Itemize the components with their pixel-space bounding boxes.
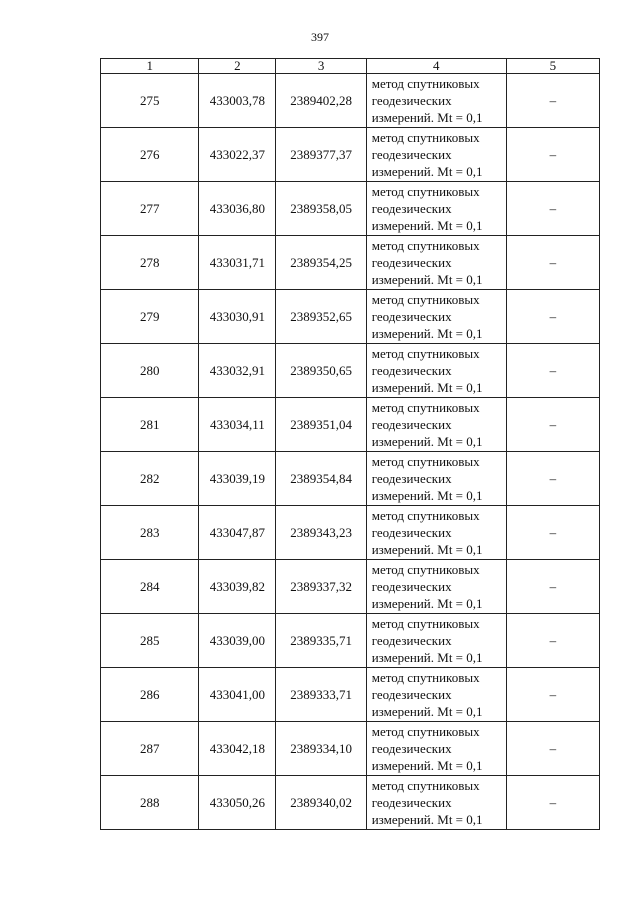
method-line-2: геодезических: [371, 633, 452, 648]
column-header-5: 5: [506, 59, 599, 74]
point-number-cell: 277: [101, 182, 199, 236]
method-line-2: геодезических: [371, 255, 452, 270]
x-coordinate-cell: 433042,18: [199, 722, 276, 776]
note-cell: –: [506, 560, 599, 614]
x-coordinate-cell: 433022,37: [199, 128, 276, 182]
method-line-1: метод спутниковых: [371, 616, 480, 631]
point-number-cell: 278: [101, 236, 199, 290]
point-number-cell: 280: [101, 344, 199, 398]
note-cell: –: [506, 128, 599, 182]
x-coordinate-cell: 433050,26: [199, 776, 276, 830]
y-coordinate-cell: 2389340,02: [276, 776, 366, 830]
point-number-cell: 284: [101, 560, 199, 614]
table-row: [101, 236, 600, 290]
x-coordinate-cell: 433039,00: [199, 614, 276, 668]
method-cell: [366, 614, 506, 668]
method-line-1: метод спутниковых: [371, 778, 480, 793]
table-header-row: [101, 59, 600, 74]
method-line-2: геодезических: [371, 201, 452, 216]
y-coordinate-cell: 2389354,84: [276, 452, 366, 506]
point-number-cell: 288: [101, 776, 199, 830]
method-line-1: метод спутниковых: [371, 76, 480, 91]
table-row: [101, 182, 600, 236]
method-line-2: геодезических: [371, 795, 452, 810]
method-line-3: измерений. Mt = 0,1: [371, 110, 483, 125]
x-coordinate-cell: 433039,19: [199, 452, 276, 506]
method-line-1: метод спутниковых: [371, 292, 480, 307]
point-number-cell: 279: [101, 290, 199, 344]
method-line-1: метод спутниковых: [371, 184, 480, 199]
note-cell: –: [506, 722, 599, 776]
y-coordinate-cell: 2389333,71: [276, 668, 366, 722]
y-coordinate-cell: 2389402,28: [276, 74, 366, 128]
method-line-3: измерений. Mt = 0,1: [371, 380, 483, 395]
method-line-3: измерений. Mt = 0,1: [371, 218, 483, 233]
method-line-2: геодезических: [371, 579, 452, 594]
table-row: [101, 452, 600, 506]
point-number-cell: 285: [101, 614, 199, 668]
table-row: [101, 506, 600, 560]
table-row: [101, 776, 600, 830]
method-cell: [366, 182, 506, 236]
method-cell: [366, 776, 506, 830]
note-cell: –: [506, 74, 599, 128]
note-cell: –: [506, 668, 599, 722]
method-line-2: геодезических: [371, 471, 452, 486]
method-cell: [366, 74, 506, 128]
method-line-3: измерений. Mt = 0,1: [371, 434, 483, 449]
y-coordinate-cell: 2389337,32: [276, 560, 366, 614]
method-line-1: метод спутниковых: [371, 400, 480, 415]
method-line-3: измерений. Mt = 0,1: [371, 704, 483, 719]
table-row: [101, 722, 600, 776]
column-header-1: 1: [101, 59, 199, 74]
note-cell: –: [506, 182, 599, 236]
x-coordinate-cell: 433030,91: [199, 290, 276, 344]
note-cell: –: [506, 236, 599, 290]
method-line-1: метод спутниковых: [371, 724, 480, 739]
y-coordinate-cell: 2389351,04: [276, 398, 366, 452]
method-cell: [366, 128, 506, 182]
table-row: [101, 560, 600, 614]
page-number: 397: [311, 30, 329, 44]
y-coordinate-cell: 2389350,65: [276, 344, 366, 398]
method-cell: [366, 722, 506, 776]
method-line-3: измерений. Mt = 0,1: [371, 812, 483, 827]
table-row: [101, 398, 600, 452]
column-header-2: 2: [199, 59, 276, 74]
y-coordinate-cell: 2389352,65: [276, 290, 366, 344]
y-coordinate-cell: 2389354,25: [276, 236, 366, 290]
table-row: [101, 128, 600, 182]
method-line-3: измерений. Mt = 0,1: [371, 596, 483, 611]
method-line-3: измерений. Mt = 0,1: [371, 326, 483, 341]
method-line-1: метод спутниковых: [371, 130, 480, 145]
method-line-1: метод спутниковых: [371, 670, 480, 685]
point-number-cell: 276: [101, 128, 199, 182]
method-line-1: метод спутниковых: [371, 238, 480, 253]
method-line-2: геодезических: [371, 417, 452, 432]
method-line-3: измерений. Mt = 0,1: [371, 164, 483, 179]
y-coordinate-cell: 2389335,71: [276, 614, 366, 668]
method-cell: [366, 290, 506, 344]
method-line-1: метод спутниковых: [371, 346, 480, 361]
y-coordinate-cell: 2389377,37: [276, 128, 366, 182]
x-coordinate-cell: 433036,80: [199, 182, 276, 236]
x-coordinate-cell: 433047,87: [199, 506, 276, 560]
method-line-3: измерений. Mt = 0,1: [371, 650, 483, 665]
method-cell: [366, 344, 506, 398]
table-row: [101, 668, 600, 722]
method-line-3: измерений. Mt = 0,1: [371, 542, 483, 557]
method-cell: [366, 560, 506, 614]
method-line-2: геодезических: [371, 687, 452, 702]
method-line-1: метод спутниковых: [371, 508, 480, 523]
method-line-3: измерений. Mt = 0,1: [371, 272, 483, 287]
method-line-3: измерений. Mt = 0,1: [371, 758, 483, 773]
y-coordinate-cell: 2389343,23: [276, 506, 366, 560]
note-cell: –: [506, 452, 599, 506]
x-coordinate-cell: 433031,71: [199, 236, 276, 290]
method-cell: [366, 668, 506, 722]
column-header-4: 4: [366, 59, 506, 74]
y-coordinate-cell: 2389334,10: [276, 722, 366, 776]
note-cell: –: [506, 776, 599, 830]
note-cell: –: [506, 506, 599, 560]
x-coordinate-cell: 433034,11: [199, 398, 276, 452]
method-cell: [366, 236, 506, 290]
method-line-2: геодезических: [371, 93, 452, 108]
table-row: [101, 74, 600, 128]
point-number-cell: 282: [101, 452, 199, 506]
note-cell: –: [506, 290, 599, 344]
coordinates-table: [100, 58, 600, 830]
method-cell: [366, 452, 506, 506]
point-number-cell: 286: [101, 668, 199, 722]
table-row: [101, 614, 600, 668]
y-coordinate-cell: 2389358,05: [276, 182, 366, 236]
method-line-3: измерений. Mt = 0,1: [371, 488, 483, 503]
method-cell: [366, 398, 506, 452]
x-coordinate-cell: 433032,91: [199, 344, 276, 398]
x-coordinate-cell: 433041,00: [199, 668, 276, 722]
method-cell: [366, 506, 506, 560]
x-coordinate-cell: 433039,82: [199, 560, 276, 614]
note-cell: –: [506, 398, 599, 452]
note-cell: –: [506, 614, 599, 668]
method-line-2: геодезических: [371, 363, 452, 378]
table-row: [101, 290, 600, 344]
method-line-2: геодезических: [371, 525, 452, 540]
point-number-cell: 275: [101, 74, 199, 128]
method-line-1: метод спутниковых: [371, 562, 480, 577]
method-line-2: геодезических: [371, 147, 452, 162]
point-number-cell: 287: [101, 722, 199, 776]
note-cell: –: [506, 344, 599, 398]
method-line-1: метод спутниковых: [371, 454, 480, 469]
point-number-cell: 283: [101, 506, 199, 560]
point-number-cell: 281: [101, 398, 199, 452]
method-line-2: геодезических: [371, 741, 452, 756]
method-line-2: геодезических: [371, 309, 452, 324]
column-header-3: 3: [276, 59, 366, 74]
table-row: [101, 344, 600, 398]
x-coordinate-cell: 433003,78: [199, 74, 276, 128]
